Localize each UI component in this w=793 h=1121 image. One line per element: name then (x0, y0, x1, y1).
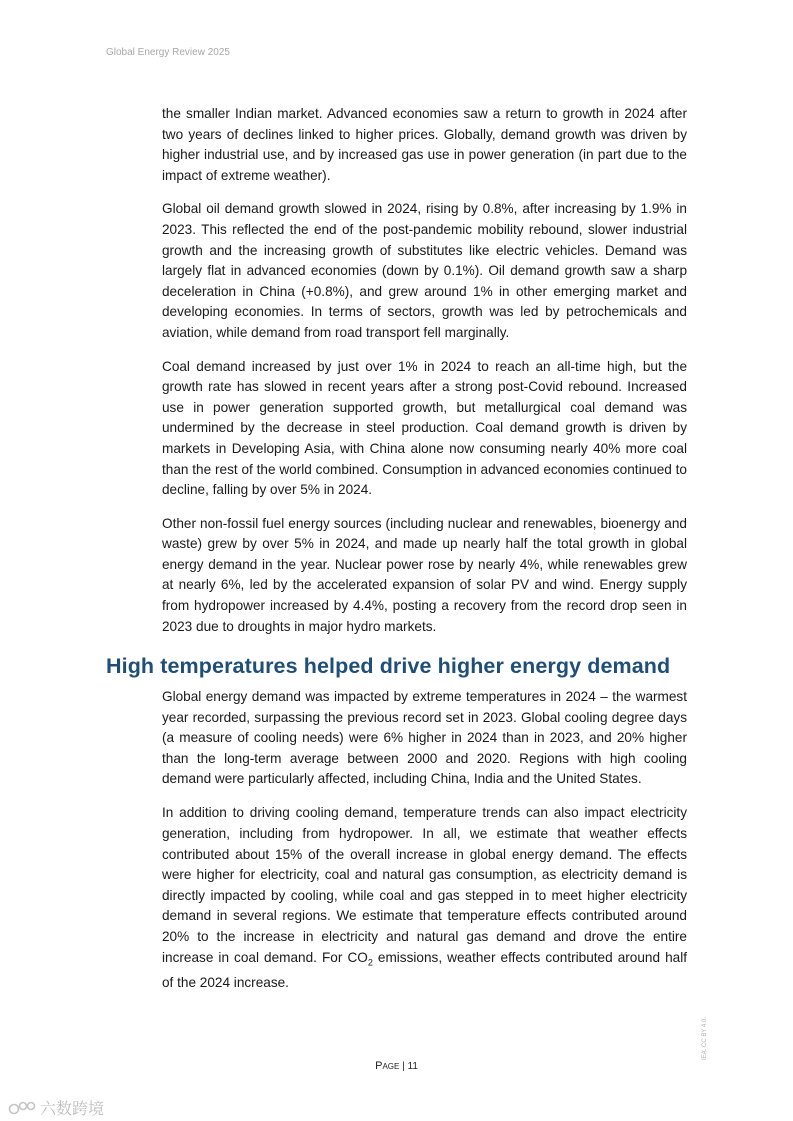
watermark-text: 六数跨境 (40, 1101, 105, 1118)
paragraph-gas-demand: the smaller Indian market. Advanced economies saw a return to growth in 2024 after two years of declines linked to higher prices. Globally, demand growth was driven by higher industrial use, and by increased gas use in power generation (in part due to the impact of extreme weather). (162, 106, 687, 183)
section-text-block (162, 687, 687, 994)
co2-subscript: 2 (367, 957, 373, 968)
running-header-title: Global Energy Review 2025 (106, 47, 230, 58)
page-number-value: 11 (407, 1061, 418, 1072)
weather-effects-text-end: emissions, weather effects contributed around half of the 2024 increase. (162, 949, 687, 990)
watermark-logo-icon (8, 1100, 36, 1116)
paragraph-extreme-temperatures: Global energy demand was impacted by extreme temperatures in 2024 – the warmest year recorded, surpassing the previous record set in 2023. Global cooling degree days (a measure of cooling needs) were 6% higher in 2024 than in 2023, and 20% higher than the long-term average between 2000 and 2020. Regions with high cooling demand were particularly affected, including China, India and the United States. (162, 689, 687, 787)
paragraph-non-fossil: Other non-fossil fuel energy sources (including nuclear and renewables, bioenergy and waste) grew by over 5% in 2024, and made up nearly half the total growth in global energy demand in the year. Nuclear power rose by nearly 4%, while renewables grew at nearly 6%, led by the accelerated expansion of solar PV and wind. Energy supply from hydropower increased by 4.4%, posting a recovery from the record drop seen in 2023 due to droughts in major hydro markets. (162, 515, 687, 634)
co2-formula (347, 949, 373, 968)
paragraph-weather-effects (162, 803, 687, 993)
paragraph-coal-demand: Coal demand increased by just over 1% in 2024 to reach an all-time high, but the growth rate has slowed in recent years after a strong post-Covid rebound. Increased use in power generation supported growth, but metallurgical coal demand was undermined by the decrease in steel production. Coal demand growth is driven by markets in Developing Asia, with China alone now consuming nearly 40% more coal than the rest of the world combined. Consumption in advanced economies continued to decline, falling by over 5% in 2024. (162, 358, 687, 498)
weather-effects-text: In addition to driving cooling demand, temperature trends can also impact electricity generation, including from hydropower. In all, we estimate that weather effects contributed about 15% of the overall increase in global energy demand. The effects were higher for electricity, coal and natural gas consumption, as electricity demand is directly impacted by cooling, while coal and gas stepped in to meet higher electricity demand in several regions. We estimate that temperature effects contributed around 20% to the increase in electricity and natural gas demand and drove the entire increase in coal demand. For (162, 805, 687, 965)
section-heading: High temperatures helped drive higher energy demand (106, 654, 671, 678)
page-separator: | (399, 1061, 408, 1072)
page-label: Page (375, 1060, 400, 1072)
page-number (0, 1060, 793, 1072)
watermark (8, 1096, 104, 1119)
intro-text-block (162, 104, 687, 637)
license-note: IEA. CC BY 4.0. (702, 1017, 708, 1060)
paragraph-oil-demand: Global oil demand growth slowed in 2024, rising by 0.8%, after increasing by 1.9% in 2023. This reflected the end of the post-pandemic mobility rebound, slower industrial growth and the increasing growth of substitutes like electric vehicles. Demand was largely flat in advanced economies (down by 0.1%). Oil demand growth saw a sharp deceleration in China (+0.8%), and grew around 1% in other emerging market and developing economies. In terms of sectors, growth was led by petrochemicals and aviation, while demand from road transport fell marginally. (162, 201, 687, 340)
co2-base: CO (347, 949, 368, 965)
